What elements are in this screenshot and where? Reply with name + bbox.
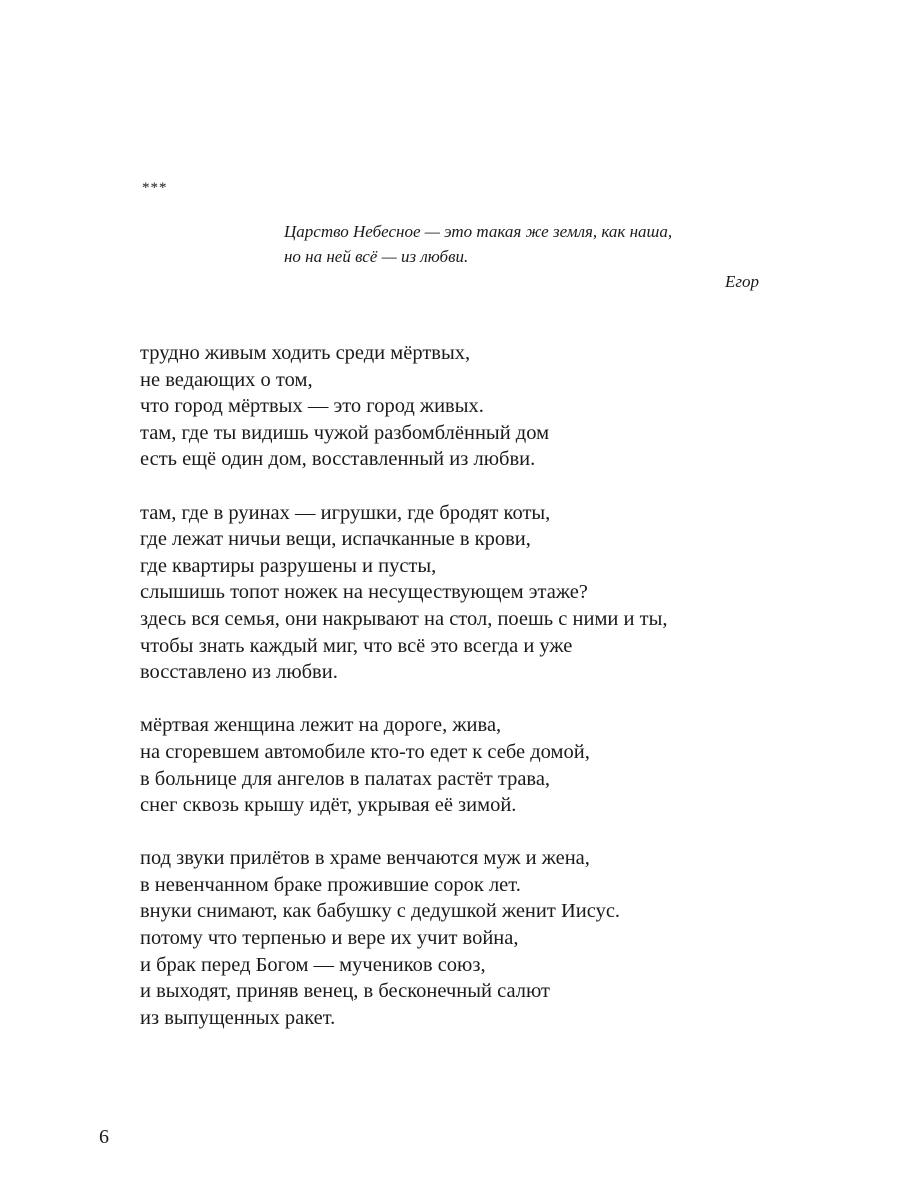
stanza [140,712,667,818]
poem-line: внуки снимают, как бабушку с дедушкой женит Иисус. [140,900,621,923]
stanza [140,500,667,686]
poem-line: там, где в руинах — игрушки, где бродят коты, [140,501,551,524]
epigraph-line: Царство Небесное — это такая же земля, как наша, [284,222,673,241]
poem-line: на сгоревшем автомобиле кто-то едет к себе домой, [140,740,590,763]
poem-line: чтобы знать каждый миг, что всё это всегда и уже [140,634,573,657]
stanza [140,340,667,473]
poem-line: что город мёртвых — это город живых. [140,395,484,418]
poem-line: есть ещё один дом, восставленный из любви. [140,448,536,471]
poem-line: восставлено из любви. [140,661,338,684]
poem [140,340,667,1058]
poem-line: в невенчанном браке прожившие сорок лет. [140,873,521,896]
poem-line: мёртвая женщина лежит на дороге, жива, [140,714,502,737]
epigraph-line: но на ней всё — из любви. [284,247,469,266]
poem-line: в больнице для ангелов в палатах растёт трава, [140,767,551,790]
stanza [140,845,667,1031]
poem-line: не ведающих о том, [140,368,313,391]
poem-line: снег сквозь крышу идёт, укрывая её зимой. [140,794,517,817]
poem-line: потому что терпенью и вере их учит война, [140,927,519,950]
poem-line: слышишь топот ножек на несуществующем этаже? [140,581,588,604]
poem-line: там, где ты видишь чужой разбомблённый дом [140,421,550,444]
poem-line: и выходят, приняв венец, в бесконечный салют [140,980,550,1003]
poem-line: под звуки прилётов в храме венчаются муж и жена, [140,847,590,870]
page-number: 6 [99,1126,109,1148]
poem-line: где лежат ничьи вещи, испачканные в крови, [140,528,531,551]
epigraph-author: Егор [724,272,759,291]
poem-line: здесь вся семья, они накрывают на стол, поешь с ними и ты, [140,607,668,630]
poem-line: и брак перед Богом — мучеников союз, [140,953,486,976]
poem-line: где квартиры разрушены и пусты, [140,554,437,577]
poem-line: трудно живым ходить среди мёртвых, [140,342,471,364]
epigraph [284,219,759,294]
poem-line: из выпущенных ракет. [140,1006,336,1029]
section-mark: *** [142,180,168,196]
